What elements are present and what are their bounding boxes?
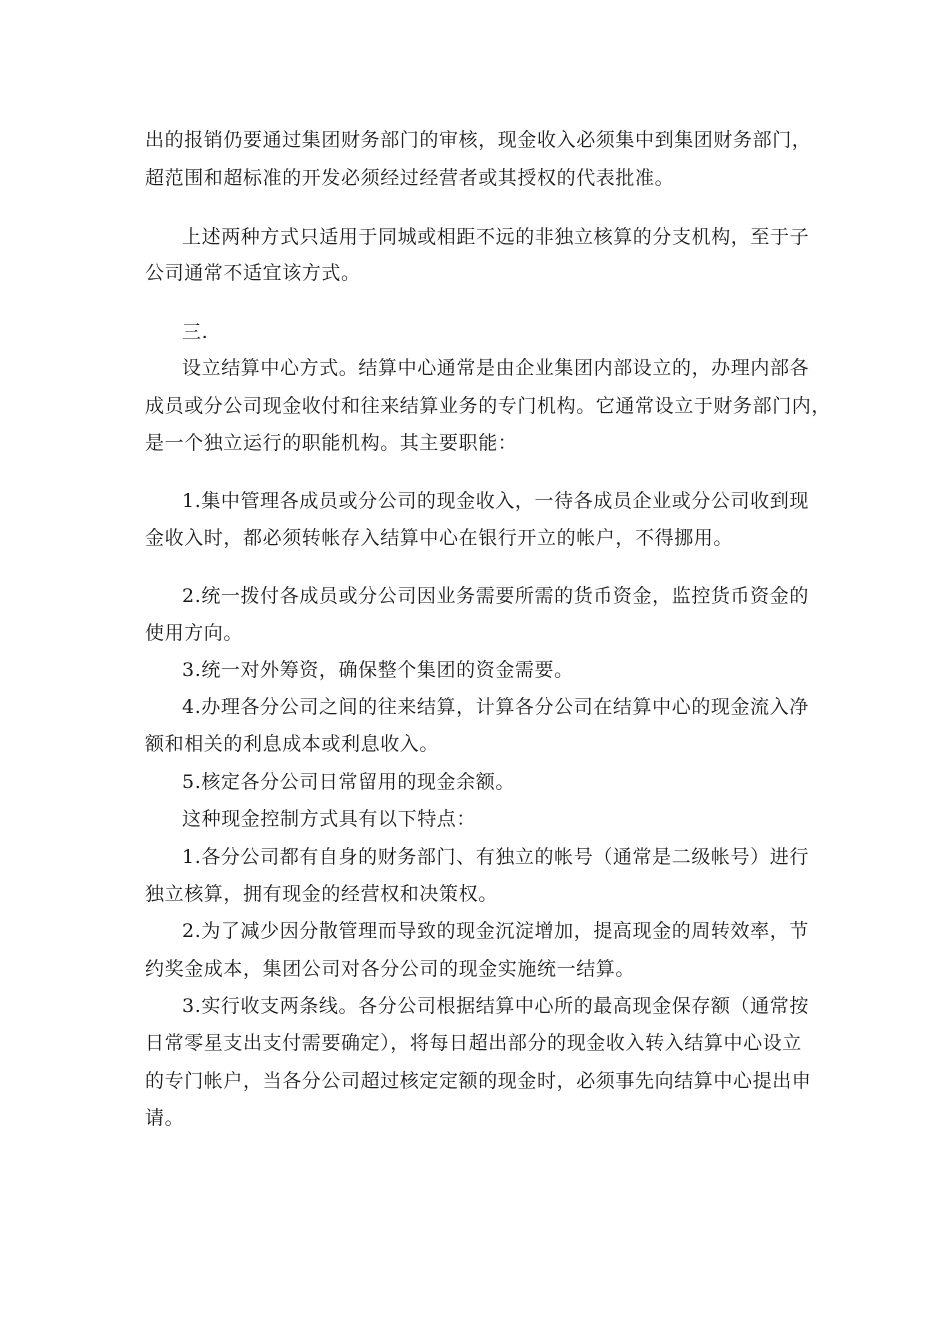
text-line: 设立结算中心方式。结算中心通常是由企业集团内部设立的，办理内部各 bbox=[182, 357, 810, 379]
list-item-text: 2.统一拨付各成员或分公司因业务需要所需的货币资金，监控货币资金的 bbox=[182, 585, 809, 607]
text-line: 独立核算，拥有现金的经营权和决策权。 bbox=[145, 883, 498, 905]
text-line: 这种现金控制方式具有以下特点： bbox=[182, 808, 477, 830]
text-line: 超范围和超标准的开发必须经过经营者或其授权的代表批准。 bbox=[145, 167, 675, 189]
text-line: 公司通常不适宜该方式。 bbox=[145, 262, 361, 284]
text-line: 上述两种方式只适用于同城或相距不远的非独立核算的分支机构，至于子 bbox=[182, 226, 810, 248]
section-number: 三. bbox=[182, 321, 209, 343]
text-line: 是一个独立运行的职能机构。其主要职能： bbox=[145, 432, 518, 454]
list-item-text: 3.实行收支两条线。各分公司根据结算中心所的最高现金保存额（通常按 bbox=[182, 995, 809, 1017]
text-line: 出的报销仍要通过集团财务部门的审核，现金收入必须集中到集团财务部门， bbox=[145, 129, 812, 151]
text-line: 日常零星支出支付需要确定），将每日超出部分的现金收入转入结算中心设立 bbox=[145, 1032, 802, 1054]
list-item-text: 5.核定各分公司日常留用的现金余额。 bbox=[182, 771, 515, 793]
text-line: 金收入时，都必须转帐存入结算中心在银行开立的帐户，不得挪用。 bbox=[145, 527, 734, 549]
text-line: 的专门帐户，当各分公司超过核定定额的现金时，必须事先向结算中心提出申 bbox=[145, 1070, 812, 1092]
list-item-text: 2.为了减少因分散管理而导致的现金沉淀增加，提高现金的周转效率，节 bbox=[182, 920, 809, 942]
text-line: 使用方向。 bbox=[145, 622, 244, 644]
list-item-text: 1.各分公司都有自身的财务部门、有独立的帐号（通常是二级帐号）进行 bbox=[182, 846, 809, 868]
text-line: 请。 bbox=[145, 1107, 185, 1129]
text-line: 成员或分公司现金收付和往来结算业务的专门机构。它通常设立于财务部门内， bbox=[145, 395, 832, 417]
list-item-text: 4.办理各分公司之间的往来结算，计算各分公司在结算中心的现金流入净 bbox=[182, 696, 809, 718]
list-item-text: 3.统一对外筹资，确保整个集团的资金需要。 bbox=[182, 659, 574, 681]
list-item-text: 1.集中管理各成员或分公司的现金收入，一待各成员企业或分公司收到现 bbox=[182, 490, 809, 512]
text-line: 额和相关的利息成本或利息收入。 bbox=[145, 733, 440, 755]
text-line: 约奖金成本，集团公司对各分公司的现金实施统一结算。 bbox=[145, 958, 636, 980]
